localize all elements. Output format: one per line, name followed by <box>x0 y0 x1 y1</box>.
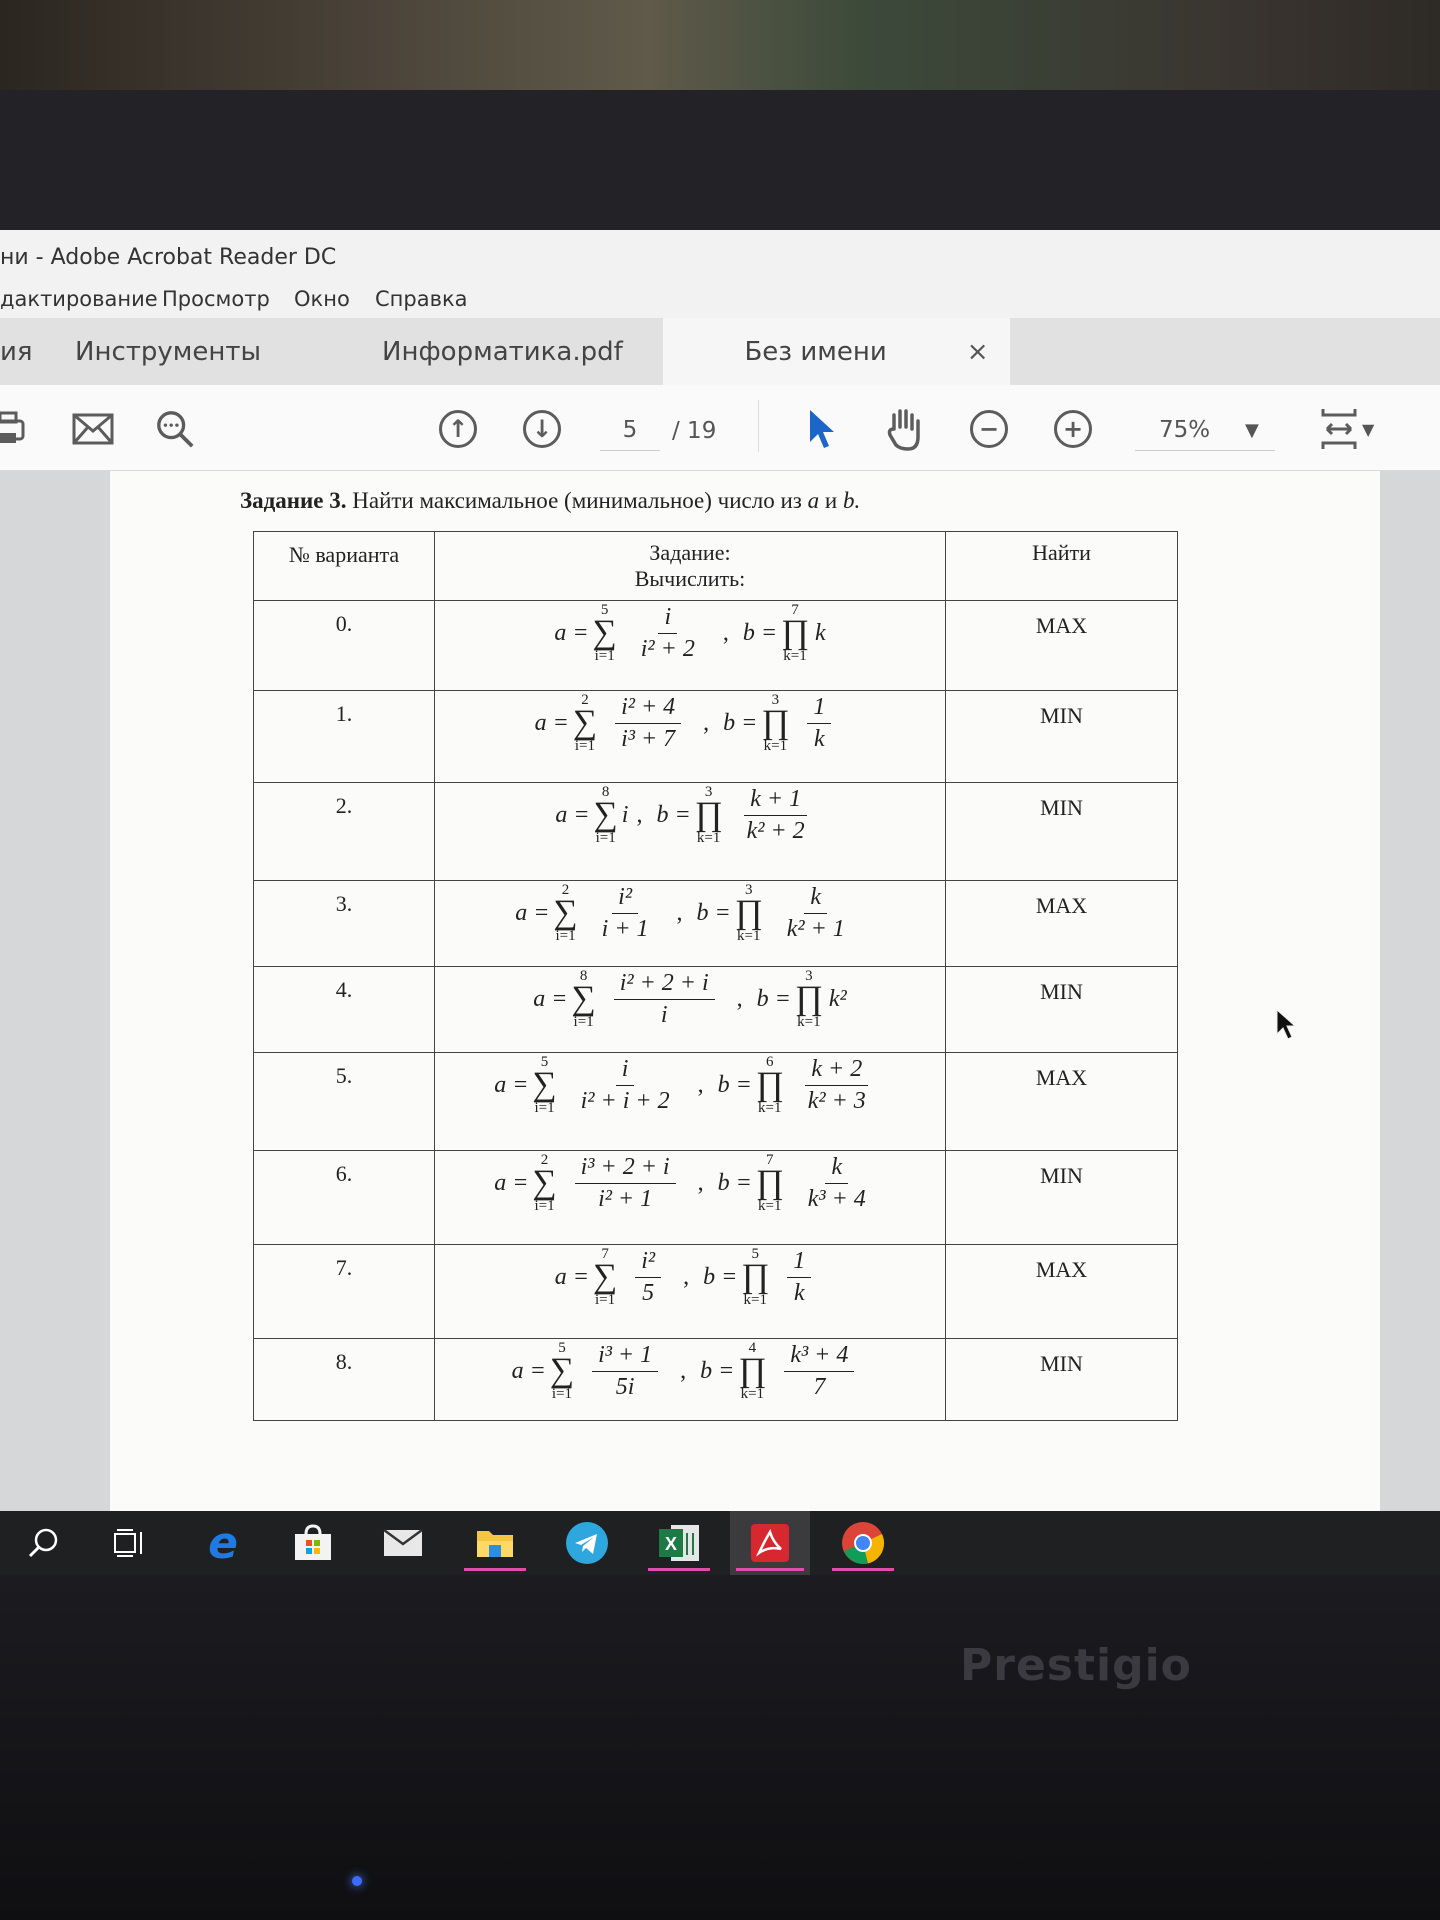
telegram-icon[interactable] <box>550 1511 624 1575</box>
sum-upper: 7 <box>601 1246 609 1262</box>
b-denominator: k <box>793 1279 805 1306</box>
sum-operator <box>532 1054 556 1116</box>
a-numerator: i² <box>612 884 638 914</box>
header-variant: № варианта <box>254 532 435 601</box>
sum-upper: 5 <box>558 1340 566 1356</box>
b-fraction <box>784 1342 854 1401</box>
table-row <box>254 881 1178 967</box>
b-denominator: 7 <box>813 1373 826 1400</box>
sum-symbol: ∑ <box>592 614 617 651</box>
tab-untitled-label: Без имени <box>744 336 887 367</box>
a-equals: a = <box>533 985 568 1012</box>
find-target: MIN <box>946 1151 1178 1245</box>
a-equals: a = <box>515 899 550 926</box>
b-denominator: k³ + 4 <box>807 1185 866 1212</box>
b-numerator: k + 2 <box>805 1056 868 1086</box>
sum-symbol: ∑ <box>593 796 618 833</box>
sum-lower: i=1 <box>534 1198 555 1214</box>
comma: , <box>697 1071 704 1098</box>
tab-home-label: ия <box>0 336 33 367</box>
product-lower: k=1 <box>740 1386 765 1402</box>
monitor-brand-logo: Prestigio <box>960 1640 1192 1691</box>
variant-number: 5. <box>254 1053 435 1151</box>
find-target: MIN <box>946 967 1178 1053</box>
comma: , <box>676 899 683 926</box>
a-equals: a = <box>494 1071 529 1098</box>
a-fraction <box>575 1154 676 1213</box>
b-numerator: k + 1 <box>744 786 807 816</box>
variant-number: 7. <box>254 1245 435 1339</box>
a-numerator: i² + 4 <box>615 694 681 724</box>
a-equals: a = <box>554 619 589 646</box>
previous-page-icon[interactable]: ↑ <box>437 408 479 450</box>
product-upper: 6 <box>766 1054 774 1070</box>
sum-operator <box>573 692 597 754</box>
tab-tools-label: Инструменты <box>75 336 262 367</box>
table-header-row <box>254 532 1178 601</box>
tab-untitled[interactable] <box>663 318 1010 385</box>
sum-operator <box>532 1152 556 1214</box>
task-number: Задание 3. <box>240 488 347 513</box>
sum-operator <box>594 784 618 846</box>
menu-view[interactable]: Просмотр <box>162 287 270 311</box>
product-symbol: ∏ <box>755 1066 784 1103</box>
sum-symbol: ∑ <box>532 1066 557 1103</box>
variant-number: 8. <box>254 1339 435 1421</box>
product-operator <box>761 692 789 754</box>
running-indicator <box>464 1568 526 1571</box>
b-numerator: 1 <box>807 694 831 724</box>
a-numerator: i <box>616 1056 635 1086</box>
running-indicator <box>832 1568 894 1571</box>
task-formula <box>435 783 946 881</box>
product-upper: 5 <box>751 1246 760 1262</box>
task-text: Найти максимальное (минимальное) число из <box>352 488 802 513</box>
toolbar-divider <box>758 400 759 452</box>
comma: , <box>697 1169 704 1196</box>
zoom-dropdown-icon[interactable]: ▼ <box>1245 420 1259 441</box>
b-equals: b = <box>656 801 691 828</box>
product-lower: k=1 <box>743 1292 767 1308</box>
sum-symbol: ∑ <box>553 894 578 931</box>
b-denominator: k² + 3 <box>807 1087 866 1114</box>
product-upper: 3 <box>771 692 780 708</box>
mail-icon[interactable] <box>72 408 114 450</box>
table-row <box>254 1339 1178 1421</box>
b-equals: b = <box>723 709 758 736</box>
table-row <box>254 691 1178 783</box>
a-fraction <box>615 694 681 753</box>
product-upper: 3 <box>704 784 713 800</box>
b-denominator: k² + 2 <box>746 817 805 844</box>
and-word: и <box>824 488 838 513</box>
product-operator <box>735 882 763 944</box>
task-heading <box>240 488 860 514</box>
a-denominator: 5i <box>615 1373 635 1400</box>
sum-symbol: ∑ <box>572 704 598 741</box>
b-denominator: k <box>814 725 825 752</box>
zoom-out-icon[interactable]: − <box>968 408 1010 450</box>
a-denominator: i² + i + 2 <box>580 1087 670 1114</box>
product-lower: k=1 <box>783 648 807 664</box>
product-lower: k=1 <box>737 928 761 944</box>
zoom-in-icon[interactable]: + <box>1052 408 1094 450</box>
product-lower: k=1 <box>758 1198 782 1214</box>
table-row <box>254 1245 1178 1339</box>
task-formula <box>435 1053 946 1151</box>
b-fraction <box>807 694 831 753</box>
b-fraction <box>802 1154 872 1213</box>
task-formula <box>435 601 946 691</box>
find-target: MAX <box>946 1245 1178 1339</box>
task-formula <box>435 691 946 783</box>
header-task <box>435 532 946 601</box>
a-denominator: i² + 1 <box>598 1185 653 1212</box>
sum-operator <box>593 602 617 664</box>
var-b: b. <box>842 488 861 513</box>
background-wall <box>0 0 1440 90</box>
b-numerator: k <box>825 1154 848 1184</box>
b-equals: b = <box>696 899 731 926</box>
find-target: MAX <box>946 881 1178 967</box>
a-equals: a = <box>494 1169 529 1196</box>
a-denominator: i³ + 7 <box>621 725 676 752</box>
tab-informatika[interactable] <box>382 318 642 385</box>
sum-lower: i=1 <box>573 1014 594 1030</box>
acrobat-reader-icon[interactable] <box>730 1511 810 1575</box>
b-fraction <box>787 1248 811 1307</box>
product-lower: k=1 <box>797 1014 821 1030</box>
hand-tool-icon[interactable] <box>884 408 926 450</box>
variant-number: 0. <box>254 601 435 691</box>
sum-symbol: ∑ <box>592 1258 618 1295</box>
header-task-line1: Задание: <box>649 540 731 565</box>
product-operator <box>741 1246 769 1308</box>
sum-lower: i=1 <box>574 738 596 754</box>
product-symbol: ∏ <box>755 1164 784 1201</box>
sum-lower: i=1 <box>595 830 616 846</box>
product-lower: k=1 <box>763 738 788 754</box>
a-denominator: i <box>660 1001 668 1028</box>
a-denominator: i + 1 <box>601 915 649 942</box>
table-row <box>254 967 1178 1053</box>
product-operator <box>795 968 823 1030</box>
sum-symbol: ∑ <box>549 1352 575 1389</box>
sum-upper: 5 <box>540 1054 549 1070</box>
menu-edit[interactable]: дактирование <box>0 287 158 311</box>
edge-browser-icon[interactable]: e <box>208 1517 238 1569</box>
a-fraction <box>592 1342 658 1401</box>
find-icon[interactable] <box>154 408 196 450</box>
zoom-value: 75% <box>1159 417 1211 443</box>
sum-lower: i=1 <box>555 928 576 944</box>
excel-icon[interactable] <box>642 1511 716 1575</box>
a-fraction <box>635 1248 661 1307</box>
product-upper: 7 <box>766 1152 774 1168</box>
fit-page-icon[interactable] <box>1318 408 1360 450</box>
comma: , <box>683 1263 690 1290</box>
sum-operator <box>553 882 577 944</box>
tab-informatika-label: Информатика.pdf <box>382 336 623 367</box>
sum-upper: 2 <box>561 882 570 898</box>
product-symbol: ∏ <box>734 894 763 931</box>
a-equals: a = <box>555 801 590 828</box>
product-symbol: ∏ <box>761 704 790 741</box>
page-number-input[interactable]: 5 <box>600 410 660 451</box>
page-total: / 19 <box>672 418 717 444</box>
running-indicator <box>736 1568 804 1571</box>
a-numerator: i² <box>635 1248 661 1278</box>
a-fraction <box>635 604 701 663</box>
b-fraction <box>802 1056 872 1115</box>
a-numerator: i² + 2 + i <box>614 970 715 1000</box>
a-numerator: i³ + 2 + i <box>575 1154 676 1184</box>
comma: , <box>736 985 743 1012</box>
table-row <box>254 1053 1178 1151</box>
task-formula <box>435 1151 946 1245</box>
find-target: MAX <box>946 1053 1178 1151</box>
sum-upper: 8 <box>579 968 588 984</box>
comma: , <box>703 709 710 736</box>
b-equals: b = <box>742 619 778 646</box>
comma: , <box>680 1357 687 1384</box>
product-operator <box>756 1054 784 1116</box>
search-icon[interactable] <box>6 1511 80 1575</box>
mail-app-icon[interactable] <box>366 1511 440 1575</box>
header-task-line2: Вычислить: <box>634 566 746 591</box>
product-symbol: ∏ <box>741 1258 770 1295</box>
task-table <box>253 531 1178 1421</box>
b-expression: k² <box>828 985 847 1012</box>
a-fraction <box>614 970 715 1029</box>
svg-text:X: X <box>665 1534 678 1554</box>
tab-home[interactable] <box>0 318 60 385</box>
variant-number: 4. <box>254 967 435 1053</box>
variant-number: 1. <box>254 691 435 783</box>
a-equals: a = <box>534 709 569 736</box>
b-denominator: k² + 1 <box>786 915 845 942</box>
sum-lower: i=1 <box>594 1292 616 1308</box>
product-operator <box>695 784 723 846</box>
monitor-bezel-top <box>0 90 1440 230</box>
power-led <box>352 1876 362 1886</box>
task-formula <box>435 967 946 1053</box>
mouse-cursor-icon <box>1275 1008 1297 1046</box>
sum-lower: i=1 <box>534 1100 555 1116</box>
fit-dropdown-icon[interactable]: ▼ <box>1362 420 1375 439</box>
sum-operator <box>550 1340 574 1402</box>
product-operator <box>781 602 809 664</box>
a-numerator: i <box>658 604 677 634</box>
task-formula <box>435 881 946 967</box>
a-fraction <box>596 884 655 943</box>
a-denominator: 5 <box>642 1279 655 1306</box>
product-lower: k=1 <box>758 1100 782 1116</box>
product-operator <box>756 1152 784 1214</box>
a-equals: a = <box>554 1263 589 1290</box>
a-fraction <box>575 1056 676 1115</box>
file-explorer-icon[interactable] <box>458 1511 532 1575</box>
variant-number: 6. <box>254 1151 435 1245</box>
b-numerator: k <box>804 884 827 914</box>
product-operator <box>738 1340 766 1402</box>
table-row <box>254 783 1178 881</box>
product-upper: 3 <box>805 968 813 984</box>
b-equals: b = <box>717 1071 752 1098</box>
sum-symbol: ∑ <box>532 1164 557 1201</box>
next-page-icon[interactable]: ↓ <box>521 408 563 450</box>
a-expression: i <box>621 801 629 828</box>
monitor-bezel-bottom <box>0 1575 1440 1920</box>
table-row <box>254 1151 1178 1245</box>
chrome-icon[interactable] <box>826 1511 900 1575</box>
find-target: MAX <box>946 601 1178 691</box>
tab-tools[interactable] <box>75 318 315 385</box>
sum-symbol: ∑ <box>571 980 596 1017</box>
sum-upper: 2 <box>540 1152 549 1168</box>
variant-number: 2. <box>254 783 435 881</box>
b-numerator: k³ + 4 <box>784 1342 854 1372</box>
sum-lower: i=1 <box>594 648 615 664</box>
b-fraction <box>781 884 851 943</box>
sum-operator <box>571 968 595 1030</box>
product-symbol: ∏ <box>781 614 810 651</box>
product-symbol: ∏ <box>694 796 723 833</box>
task-view-icon[interactable] <box>92 1511 166 1575</box>
product-symbol: ∏ <box>794 980 823 1017</box>
a-denominator: i² + 2 <box>640 635 695 662</box>
find-target: MIN <box>946 783 1178 881</box>
a-equals: a = <box>511 1357 546 1384</box>
sum-upper: 8 <box>601 784 610 800</box>
b-equals: b = <box>756 985 791 1012</box>
header-find: Найти <box>946 532 1178 601</box>
task-formula <box>435 1245 946 1339</box>
print-icon[interactable] <box>0 408 32 450</box>
close-tab-icon[interactable]: × <box>966 336 989 367</box>
task-formula <box>435 1339 946 1421</box>
b-equals: b = <box>717 1169 752 1196</box>
menu-help[interactable]: Справка <box>375 287 468 311</box>
sum-upper: 5 <box>600 602 609 618</box>
select-cursor-icon[interactable] <box>800 408 842 450</box>
table-row <box>254 601 1178 691</box>
store-icon[interactable] <box>276 1511 350 1575</box>
comma: , <box>722 619 729 646</box>
find-target: MIN <box>946 691 1178 783</box>
sum-operator <box>593 1246 617 1308</box>
sum-lower: i=1 <box>551 1386 572 1402</box>
comma: , <box>636 801 643 828</box>
b-numerator: 1 <box>787 1248 811 1278</box>
b-expression: k <box>815 619 826 646</box>
product-symbol: ∏ <box>738 1352 767 1389</box>
running-indicator <box>648 1568 710 1571</box>
product-upper: 4 <box>748 1340 757 1356</box>
product-upper: 7 <box>791 602 799 618</box>
product-lower: k=1 <box>696 830 721 846</box>
variant-number: 3. <box>254 881 435 967</box>
window-title: ни - Adobe Acrobat Reader DC <box>0 245 337 270</box>
b-fraction <box>741 786 811 845</box>
find-target: MIN <box>946 1339 1178 1421</box>
menu-window[interactable]: Окно <box>294 287 350 311</box>
sum-upper: 2 <box>581 692 589 708</box>
var-a: a <box>807 488 820 513</box>
a-numerator: i³ + 1 <box>592 1342 658 1372</box>
b-equals: b = <box>703 1263 738 1290</box>
b-equals: b = <box>700 1357 735 1384</box>
product-upper: 3 <box>744 882 753 898</box>
